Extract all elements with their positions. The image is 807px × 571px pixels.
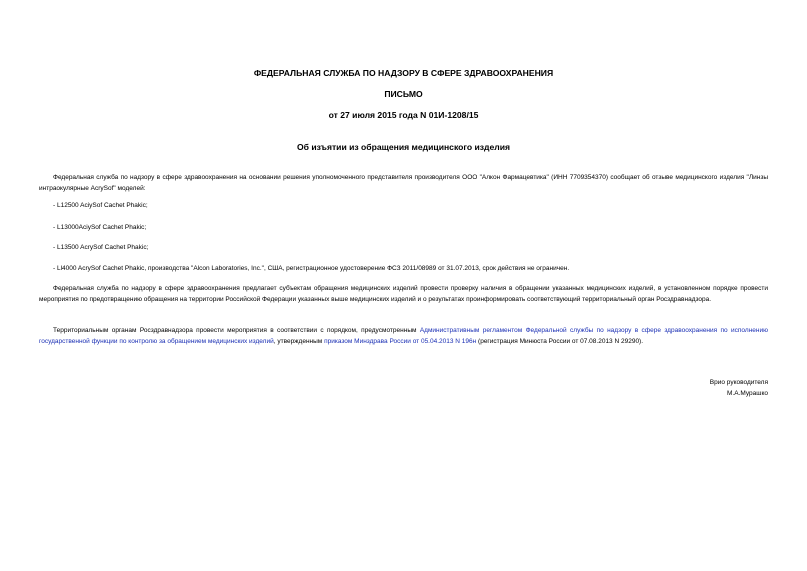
list-item: - L13500 AcrySof Cachet Phakic;: [53, 244, 149, 251]
document-page: [39, 0, 768, 571]
document-date-number: от 27 июля 2015 года N 01И-1208/15: [328, 110, 479, 120]
agency-name: ФЕДЕРАЛЬНАЯ СЛУЖБА ПО НАДЗОРУ В СФЕРЕ ЗДРАВООХРАНЕНИЯ: [253, 68, 554, 78]
paragraph-text: Территориальным органам Росздравнадзора провести мероприятия в соответствии с порядком, предусмотренным: [53, 327, 420, 334]
document-title: Об изъятии из обращения медицинского изделия: [296, 142, 511, 152]
regulation-link[interactable]: Административным регламентом Федеральной службы по надзору в сфере здравоохранения по исполнению государственной функции по контролю за обращением медицинских изделий: [39, 327, 768, 345]
order-link[interactable]: приказом Минздрава России от 05.04.2013 N 196н: [324, 337, 477, 345]
signatory-name: М.А.Мурашко: [726, 390, 768, 397]
paragraph-text: (регистрация Минюста России от 07.08.2013 N 29290).: [476, 337, 644, 345]
paragraph-territorial-bodies: [39, 326, 768, 347]
signatory-position: Врио руководителя: [709, 379, 768, 386]
list-item: - L13000AciySof Cachet Phakic;: [53, 224, 147, 231]
paragraph-recall-notice: Федеральная служба по надзору в сфере здравоохранения на основании решения уполномоченного представителя производителя ООО "Алкон Фармацевтика" (ИНН 7709354370) сообщает об отзыве медицинского изделия "Линзы интраокулярные AcrySof" моделей:: [39, 174, 768, 192]
list-item: - Ll4000 AcrySof Cachet Phakic, производства "Alcon Laboratories, Inc.", США, регистрационное удостоверение ФСЗ 2011/08989 от 31.07.2013, срок действия не ограничен.: [53, 265, 570, 272]
document-type: ПИСЬМО: [384, 89, 423, 99]
list-item: - L12500 AciySof Cachet Phakic;: [53, 202, 148, 209]
paragraph-text: , утвержденным: [273, 337, 325, 345]
paragraph-instructions: Федеральная служба по надзору в сфере здравоохранения предлагает субъектам обращения медицинских изделий провести проверку наличия в обращении указанных медицинских изделий, в установленном порядке провести мероприятия по предотвращению обращения на территории Российской Федерации указанных выше медицинских изделий и о результатах проинформировать соответствующий территориальный орган Росздравнадзора.: [39, 285, 768, 303]
